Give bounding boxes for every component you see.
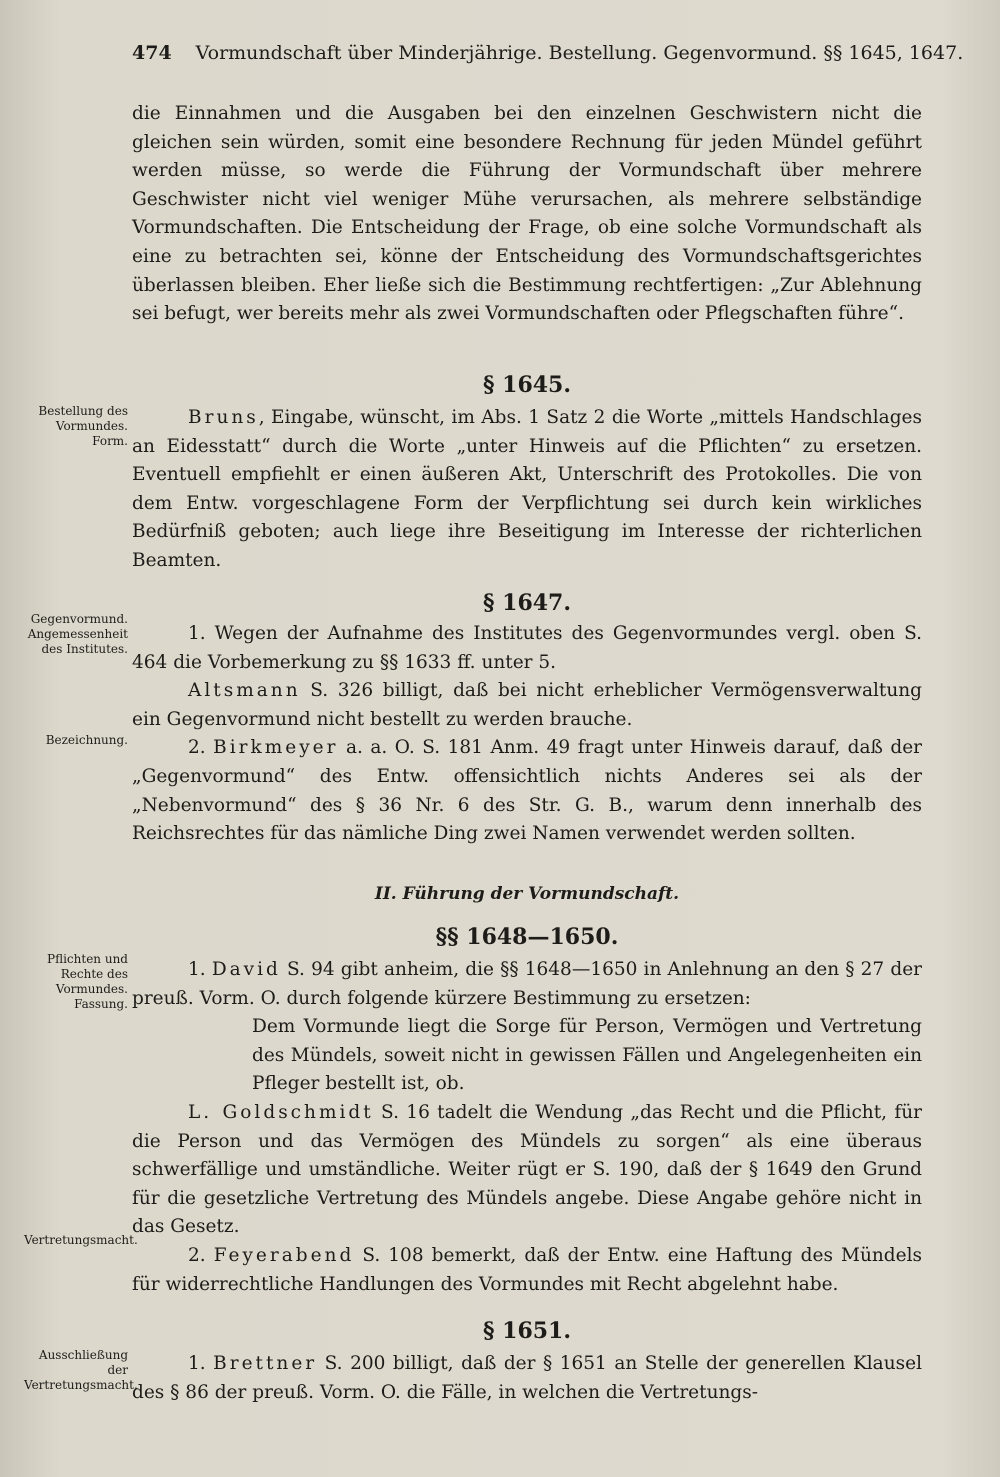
section-1651-heading: § 1651. — [482, 1318, 572, 1344]
section-1647-body — [132, 620, 922, 849]
running-head — [132, 42, 964, 64]
margin-note-1651: Ausschließung der Vertretungsmacht. — [24, 1348, 138, 1392]
section-1647-paragraph-3 — [132, 734, 922, 848]
section-1647-heading: § 1647. — [482, 590, 572, 616]
paragraph-text: a. a. O. S. 181 Anm. 49 fragt unter Hinweis darauf, daß der „Gegenvormund“ des Entw. offensichtlich nichts Anderes sei als der „Nebenvormund“ des § 36 Nr. 6 des Str. G. B., warum denn innerhalb des Reichsrechtes für das nämliche Ding zwei Namen verwendet werden sollten. — [132, 737, 922, 845]
margin-note-1647-designation: Bezeichnung. — [45, 733, 128, 747]
paragraph-text: S. 200 billigt, daß der § 1651 an Stelle der generellen Klausel des § 86 der preuß. Vorm. O. die Fälle, in welchen die Vertretungs- — [132, 1353, 922, 1403]
item-number: 2. — [188, 1244, 214, 1266]
margin-note-1648: Pflichten und Rechte des Vormundes. Fassung. — [47, 952, 128, 1011]
running-title: Vormundschaft über Minderjährige. Bestellung. Gegenvormund. §§ 1645, 1647. — [195, 42, 964, 64]
paragraph-text: S. 108 bemerkt, daß der Entw. eine Haftung des Mündels für widerrechtliche Handlungen des Vormundes mit Recht abgelehnt habe. — [132, 1244, 922, 1295]
page-number: 474 — [132, 42, 172, 64]
author-name: David — [211, 959, 281, 980]
author-name: Altsmann — [188, 680, 301, 702]
section-1651-paragraph-1 — [132, 1350, 922, 1407]
margin-note-1647: Gegenvormund. Angemessenheit des Institutes. — [27, 612, 128, 656]
paragraph-text: S. 16 tadelt die Wendung „das Recht und die Pflicht, für die Person und das Vermögen des Mündels zu sorgen“ als eine überaus schwerfällige und umständliche. Weiter rügt er S. 190, daß der § 1649 den Grund für die gesetzliche Vertretung des Mündels angebe. Diese Angabe gehöre nicht in das Gesetz. — [132, 1101, 922, 1238]
author-name: Feyerabend — [213, 1244, 355, 1266]
margin-note-1645: Bestellung des Vormundes. Form. — [38, 404, 128, 448]
section-1645-heading: § 1645. — [482, 372, 572, 398]
section-1645-paragraph — [132, 404, 922, 576]
author-name: L. Goldschmidt — [188, 1101, 374, 1123]
author-name: Birkmeyer — [213, 737, 339, 759]
paragraph-text: S. 326 billigt, daß bei nicht erheblicher Vermögensverwaltung ein Gegenvormund nicht bestellt zu werden brauche. — [132, 680, 922, 730]
section-1648-heading: §§ 1648—1650. — [435, 924, 619, 950]
section-1651-body — [132, 1350, 922, 1407]
paragraph-text: S. 94 gibt anheim, die §§ 1648—1650 in Anlehnung an den § 27 der preuß. Vorm. O. durch folgende kürzere Bestimmung zu ersetzen: — [132, 959, 922, 1009]
paragraph-text: , Eingabe, wünscht, im Abs. 1 Satz 2 die Worte „mittels Handschlages an Eidesstatt“ durch die Worte „unter Hinweis auf die Pflichten“ zu ersetzen. Eventuell empfiehlt er einen äußeren Akt, Unterschrift des Protokolles. Die von dem Entw. vorgeschlagene Form der Verpflichtung sei durch kein wirkliches Bedürfniß geboten; auch liege ihre Beseitigung im Interesse der richterlichen Beamten. — [132, 407, 922, 571]
section-1648-paragraph-2 — [132, 1099, 922, 1242]
section-1647-paragraph-2 — [132, 677, 922, 734]
item-number: 2. — [188, 737, 214, 759]
item-number: 1. — [188, 959, 212, 980]
margin-note-1648-representation: Vertretungsmacht. — [24, 1233, 138, 1247]
section-1648-paragraph-1 — [132, 956, 922, 1013]
author-name: Bruns — [188, 407, 259, 428]
author-name: Brettner — [213, 1353, 318, 1374]
quoted-provision: Dem Vormunde liegt die Sorge für Person, Vermögen und Vertretung des Mündels, soweit nicht in gewissen Fällen und Angelegenheiten ein Pfleger bestellt ist, ob. — [252, 1016, 922, 1095]
section-1648-body — [132, 956, 922, 1299]
intro-paragraph: die Einnahmen und die Ausgaben bei den einzelnen Geschwistern nicht die gleichen sein würden, somit eine besondere Rechnung für jeden Mündel geführt werden müsse, so werde die Führung der Vormundschaft über mehrere Geschwister nicht viel weniger Mühe verursachen, als mehrere selbständige Vormundschaften. Die Entscheidung der Frage, ob eine solche Vormundschaft als eine zu betrachten sei, könne der Entscheidung des Vormundschaftsgerichtes überlassen bleiben. Eher ließe sich die Bestimmung rechtfertigen: „Zur Ablehnung sei befugt, wer bereits mehr als zwei Vormundschaften oder Pflegschaften führe“. — [132, 103, 922, 325]
item-number: 1. — [188, 1353, 214, 1374]
section-1648-paragraph-3 — [132, 1242, 922, 1299]
part-heading: II. Führung der Vormundschaft. — [374, 884, 680, 904]
intro-block — [132, 100, 922, 329]
section-1647-paragraph-1: 1. Wegen der Aufnahme des Institutes des Gegenvormundes vergl. oben S. 464 die Vorbemerkung zu §§ 1633 ff. unter 5. — [132, 623, 922, 673]
section-1645-body — [132, 404, 922, 576]
